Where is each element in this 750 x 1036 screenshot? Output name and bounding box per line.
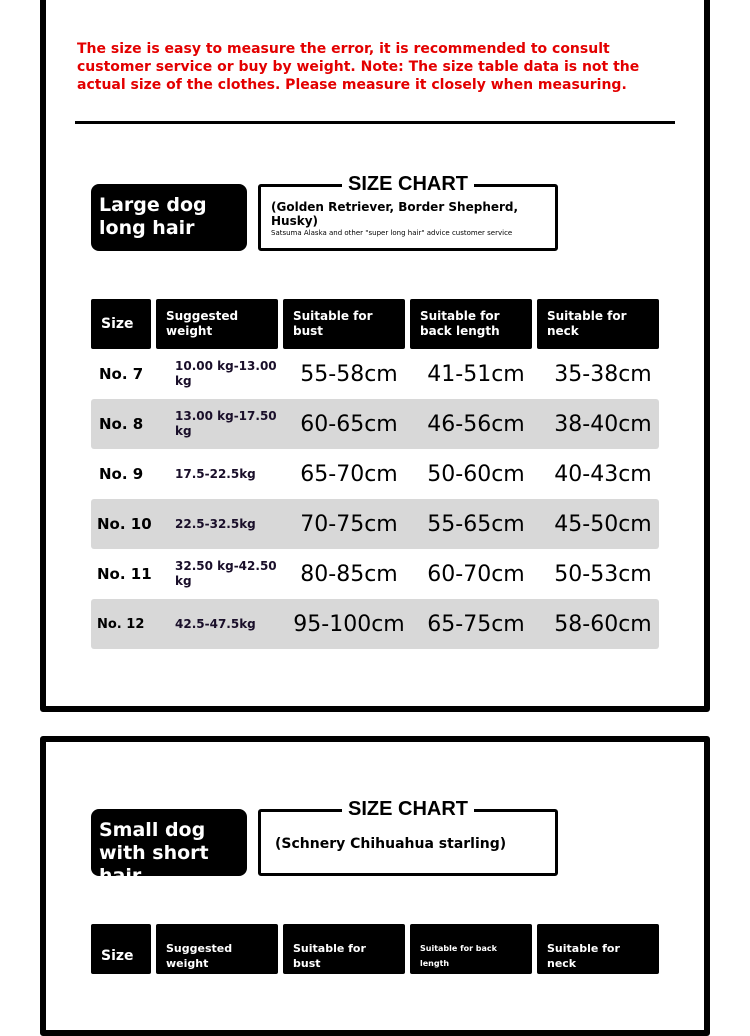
divider: [75, 121, 675, 124]
breeds: (Schnery Chihuahua starling): [275, 836, 507, 852]
table-cell: 42.5-47.5kg: [175, 616, 256, 631]
column-header: Size: [91, 924, 151, 974]
table-cell: 17.5-22.5kg: [175, 466, 256, 481]
table-row: [91, 449, 659, 499]
column-header: Suggested weight: [156, 299, 278, 349]
column-header: Size: [91, 299, 151, 349]
table-cell: 65-70cm: [300, 461, 398, 487]
table-row: [91, 549, 659, 599]
table-row: [91, 349, 659, 399]
column-header: Suitable for neck: [537, 299, 659, 349]
table-cell: 50-53cm: [554, 561, 652, 587]
table-cell: 58-60cm: [554, 611, 652, 637]
column-header: Suitable for back length: [410, 924, 532, 974]
table-cell: 55-58cm: [300, 361, 398, 387]
table-cell: 65-75cm: [427, 611, 525, 637]
table-cell: 46-56cm: [427, 411, 525, 437]
table-cell: No. 9: [99, 465, 144, 483]
column-header: Suitable for back length: [410, 299, 532, 349]
measurement-notice: The size is easy to measure the error, it is recommended to consult customer service or buy by weight. Note: The size table data is not the actual size of the clothes. Please measure it closely when measuring.: [77, 41, 640, 93]
category-badge: [91, 184, 247, 251]
table-cell: 80-85cm: [300, 561, 398, 587]
breeds: (Golden Retriever, Border Shepherd, Husky): [271, 200, 519, 228]
size-chart-title: SIZE CHART: [342, 173, 474, 195]
column-header: Suggested weight: [156, 924, 278, 974]
table-cell: No. 10: [97, 515, 152, 533]
table-row: [91, 399, 659, 449]
table-cell: No. 11: [97, 565, 152, 583]
table-cell: 40-43cm: [554, 461, 652, 487]
size-chart-box: [258, 173, 558, 251]
breed-note: Satsuma Alaska and other "super long hair" advice customer service: [271, 229, 513, 237]
table-cell: 95-100cm: [293, 611, 405, 637]
badge-line: Small dog: [99, 819, 206, 841]
table-cell: 60-65cm: [300, 411, 398, 437]
column-header: Suitable for bust: [283, 299, 405, 349]
table-cell: 13.00 kg-17.50 kg: [175, 409, 277, 438]
table-cell: 38-40cm: [554, 411, 652, 437]
table-cell: 41-51cm: [427, 361, 525, 387]
category-badge: [91, 809, 247, 887]
table-row: [91, 599, 659, 649]
table-cell: 10.00 kg-13.00 kg: [175, 359, 277, 388]
column-header: Suitable for bust: [283, 924, 405, 974]
table-cell: 55-65cm: [427, 511, 525, 537]
table-cell: 32.50 kg-42.50 kg: [175, 559, 277, 588]
table-cell: No. 12: [97, 616, 145, 632]
badge-line: Large dog: [99, 194, 207, 216]
size-chart-title: SIZE CHART: [342, 798, 474, 820]
table-cell: 22.5-32.5kg: [175, 516, 256, 531]
table-cell: 70-75cm: [300, 511, 398, 537]
table-cell: 35-38cm: [554, 361, 652, 387]
table-cell: No. 7: [99, 365, 144, 383]
table-row: [91, 499, 659, 549]
table-cell: No. 8: [99, 415, 144, 433]
table-cell: 45-50cm: [554, 511, 652, 537]
table-cell: 50-60cm: [427, 461, 525, 487]
size-chart-box: [258, 798, 558, 876]
badge-line: long hair: [99, 217, 195, 239]
badge-line: with short hair: [99, 842, 209, 887]
table-cell: 60-70cm: [427, 561, 525, 587]
column-header: Suitable for neck: [537, 924, 659, 974]
